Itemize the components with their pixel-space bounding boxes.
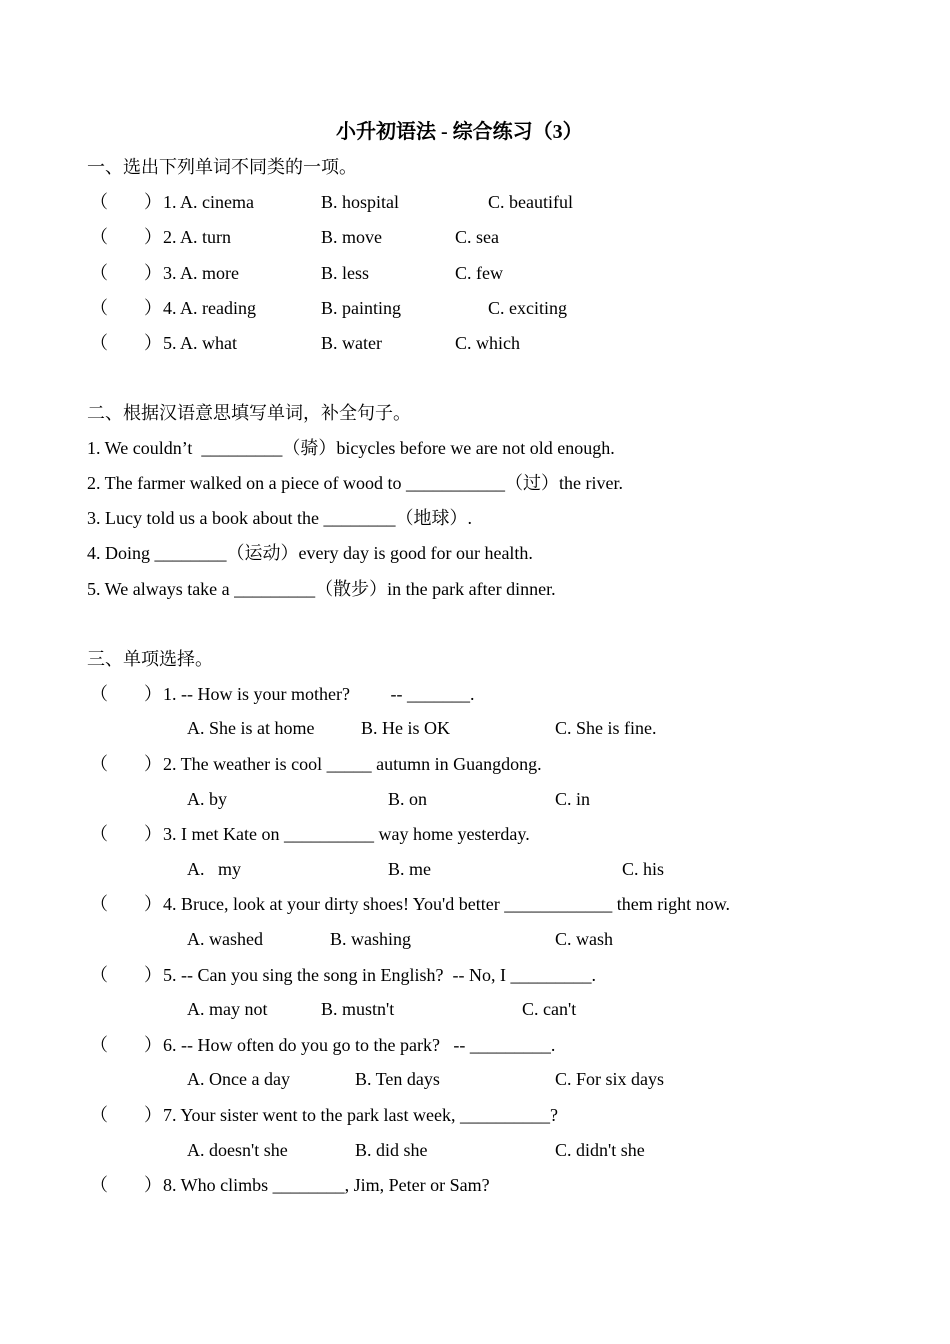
question-option-c: C. exciting [488,298,567,318]
question-option-c: C. sea [455,227,499,247]
option-a: A. washed [187,929,263,949]
section-heading: 三、单项选择。 [87,649,213,669]
option-b: B. on [388,789,428,809]
option-a: A. doesn't she [187,1140,288,1160]
option-a: A. my [187,859,241,879]
answer-paren: （ ） [90,754,162,774]
fill-in-sentence: 3. Lucy told us a book about the ________（地球）. [87,508,472,528]
fill-in-sentence: 5. We always take a _________（散步）in the park after dinner. [87,579,556,599]
question-option-b: B. hospital [321,192,400,212]
question-option-a: 3. A. more [163,263,239,283]
option-b: B. me [388,859,431,879]
section-heading: 二、根据汉语意思填写单词，补全句子。 [87,403,411,423]
answer-paren: （ ） [90,1175,162,1195]
question-option-a: 2. A. turn [163,227,232,247]
option-a: A. by [187,789,227,809]
answer-paren: （ ） [90,263,162,283]
question-option-a: 5. A. what [163,333,237,353]
page-title: 小升初语法 - 综合练习（3） [336,121,583,143]
answer-paren: （ ） [90,227,162,247]
question-text: 4. Bruce, look at your dirty shoes! You'd better ____________ them right now. [163,894,731,914]
option-a: A. may not [187,999,268,1019]
question-text: 1. -- How is your mother? -- _______. [163,684,475,704]
option-c: C. can't [522,999,577,1019]
option-b: B. did she [355,1140,428,1160]
answer-paren: （ ） [90,298,162,318]
question-option-a: 4. A. reading [163,298,256,318]
answer-paren: （ ） [90,1105,162,1125]
question-option-c: C. few [455,263,503,283]
question-text: 6. -- How often do you go to the park? -- _________. [163,1035,556,1055]
answer-paren: （ ） [90,192,162,212]
answer-paren: （ ） [90,684,162,704]
question-option-c: C. which [455,333,520,353]
option-b: B. Ten days [355,1069,440,1089]
option-b: B. mustn't [321,999,395,1019]
question-option-a: 1. A. cinema [163,192,254,212]
option-c: C. didn't she [555,1140,645,1160]
answer-paren: （ ） [90,824,162,844]
option-b: B. He is OK [361,718,450,738]
question-option-b: B. water [321,333,382,353]
option-c: C. in [555,789,591,809]
option-c: C. She is fine. [555,718,657,738]
fill-in-sentence: 1. We couldn’t _________（骑）bicycles before we are not old enough. [87,438,615,458]
question-text: 2. The weather is cool _____ autumn in Guangdong. [163,754,542,774]
fill-in-sentence: 4. Doing ________（运动）every day is good for our health. [87,543,533,563]
question-option-c: C. beautiful [488,192,573,212]
answer-paren: （ ） [90,965,162,985]
option-c: C. his [622,859,665,879]
option-a: A. She is at home [187,718,315,738]
question-text: 8. Who climbs ________, Jim, Peter or Sam? [163,1175,490,1195]
answer-paren: （ ） [90,894,162,914]
answer-paren: （ ） [90,1035,162,1055]
question-text: 3. I met Kate on __________ way home yesterday. [163,824,530,844]
question-option-b: B. painting [321,298,401,318]
question-option-b: B. less [321,263,370,283]
question-text: 7. Your sister went to the park last week, __________? [163,1105,558,1125]
option-a: A. Once a day [187,1069,290,1089]
option-c: C. For six days [555,1069,665,1089]
question-option-b: B. move [321,227,382,247]
option-c: C. wash [555,929,613,949]
question-text: 5. -- Can you sing the song in English? -- No, I _________. [163,965,596,985]
answer-paren: （ ） [90,333,162,353]
fill-in-sentence: 2. The farmer walked on a piece of wood to ___________（过）the river. [87,473,624,493]
section-heading: 一、选出下列单词不同类的一项。 [87,157,357,177]
option-b: B. washing [330,929,411,949]
